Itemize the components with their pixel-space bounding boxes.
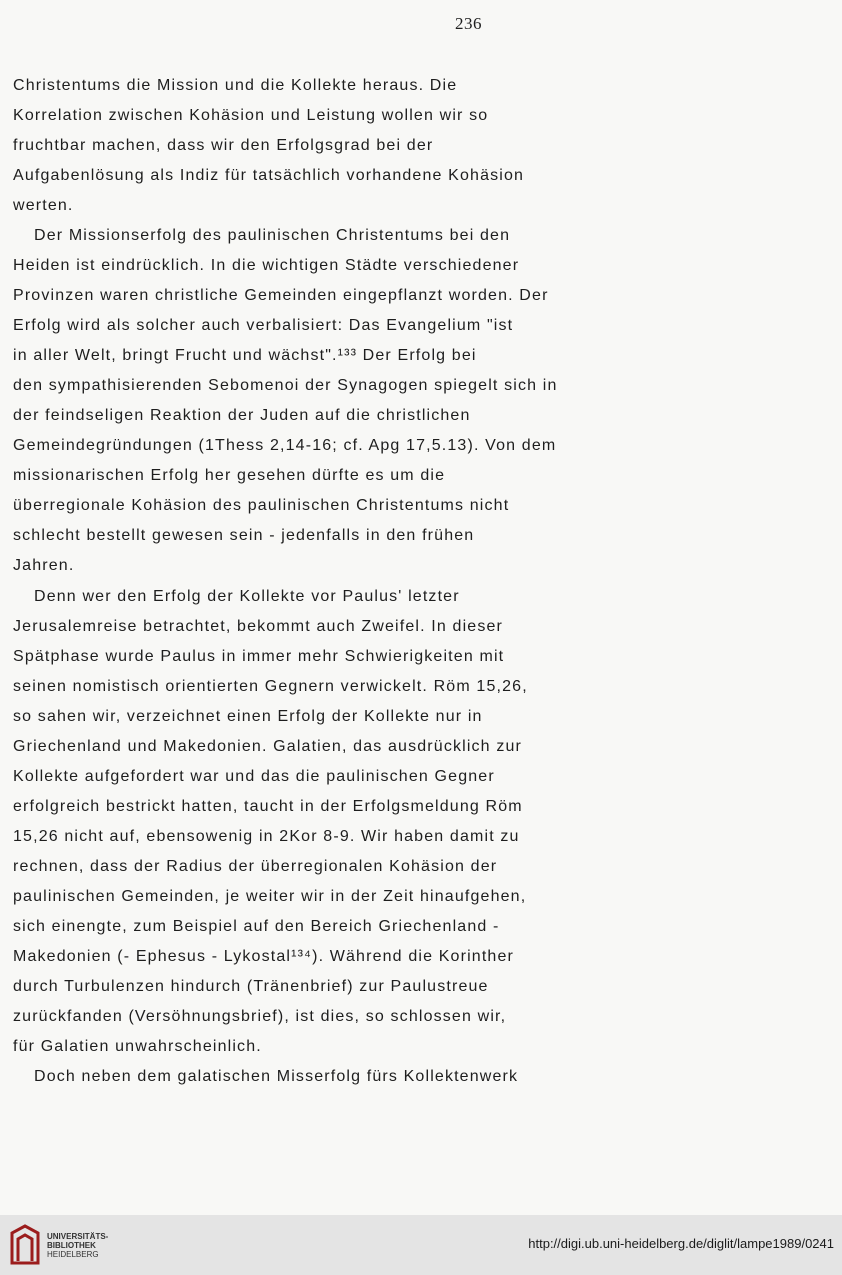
footer-bar [0, 1215, 842, 1275]
text-line: werten. [13, 197, 74, 214]
text-line: Jerusalemreise betrachtet, bekommt auch Zweifel. In dieser [13, 618, 503, 635]
text-line: Jahren. [13, 557, 75, 574]
text-line: der feindseligen Reaktion der Juden auf die christlichen [13, 407, 471, 424]
text-line: für Galatien unwahrscheinlich. [13, 1038, 262, 1055]
text-line: missionarischen Erfolg her gesehen dürfte es um die [13, 467, 446, 484]
text-line: den sympathisierenden Sebomenoi der Synagogen spiegelt sich in [13, 377, 558, 394]
text-line: zurückfanden (Versöhnungsbrief), ist dies, so schlossen wir, [13, 1008, 507, 1025]
text-line: durch Turbulenzen hindurch (Tränenbrief) zur Paulustreue [13, 978, 489, 995]
text-line: überregionale Kohäsion des paulinischen Christentums nicht [13, 497, 510, 514]
source-url-link[interactable]: http://digi.ub.uni-heidelberg.de/diglit/lampe1989/0241 [528, 1236, 834, 1251]
page-number: 236 [455, 14, 482, 33]
text-line: Kollekte aufgefordert war und das die paulinischen Gegner [13, 768, 495, 785]
text-line: Gemeindegründungen (1Thess 2,14-16; cf. Apg 17,5.13). Von dem [13, 437, 557, 454]
text-line: Griechenland und Makedonien. Galatien, das ausdrücklich zur [13, 738, 522, 755]
text-line: Makedonien (- Ephesus - Lykostal¹³⁴). Während die Korinther [13, 948, 514, 965]
text-line: Provinzen waren christliche Gemeinden eingepflanzt worden. Der [13, 287, 549, 304]
text-line: erfolgreich bestrickt hatten, taucht in der Erfolgsmeldung Röm [13, 798, 523, 815]
text-line: Korrelation zwischen Kohäsion und Leistung wollen wir so [13, 107, 489, 124]
text-line: sich einengte, zum Beispiel auf den Bereich Griechenland - [13, 918, 500, 935]
text-line: Der Missionserfolg des paulinischen Christentums bei den [34, 227, 511, 244]
text-line: seinen nomistisch orientierten Gegnern verwickelt. Röm 15,26, [13, 678, 528, 695]
text-line: Erfolg wird als solcher auch verbalisiert: Das Evangelium "ist [13, 317, 514, 334]
library-logo-text [47, 1232, 108, 1259]
text-line: rechnen, dass der Radius der überregionalen Kohäsion der [13, 858, 498, 875]
text-line: Heiden ist eindrücklich. In die wichtigen Städte verschiedener [13, 257, 520, 274]
library-logo-icon [8, 1223, 42, 1267]
logo-line: UNIVERSITÄTS- [47, 1232, 109, 1241]
text-line: in aller Welt, bringt Frucht und wächst".¹³³ Der Erfolg bei [13, 347, 477, 364]
text-line: Spätphase wurde Paulus in immer mehr Schwierigkeiten mit [13, 648, 505, 665]
logo-line: BIBLIOTHEK [47, 1241, 96, 1250]
text-line: Denn wer den Erfolg der Kollekte vor Paulus' letzter [34, 588, 460, 605]
logo-line: HEIDELBERG [47, 1250, 99, 1259]
text-line: Aufgabenlösung als Indiz für tatsächlich vorhandene Kohäsion [13, 167, 525, 184]
text-line: 15,26 nicht auf, ebensowenig in 2Kor 8-9. Wir haben damit zu [13, 828, 520, 845]
text-line: Doch neben dem galatischen Misserfolg fürs Kollektenwerk [34, 1068, 519, 1085]
text-line: fruchtbar machen, dass wir den Erfolgsgrad bei der [13, 137, 434, 154]
text-line: so sahen wir, verzeichnet einen Erfolg der Kollekte nur in [13, 708, 483, 725]
text-line: schlecht bestellt gewesen sein - jedenfalls in den frühen [13, 527, 475, 544]
text-line: paulinischen Gemeinden, je weiter wir in der Zeit hinaufgehen, [13, 888, 527, 905]
text-line: Christentums die Mission und die Kollekte heraus. Die [13, 77, 458, 94]
